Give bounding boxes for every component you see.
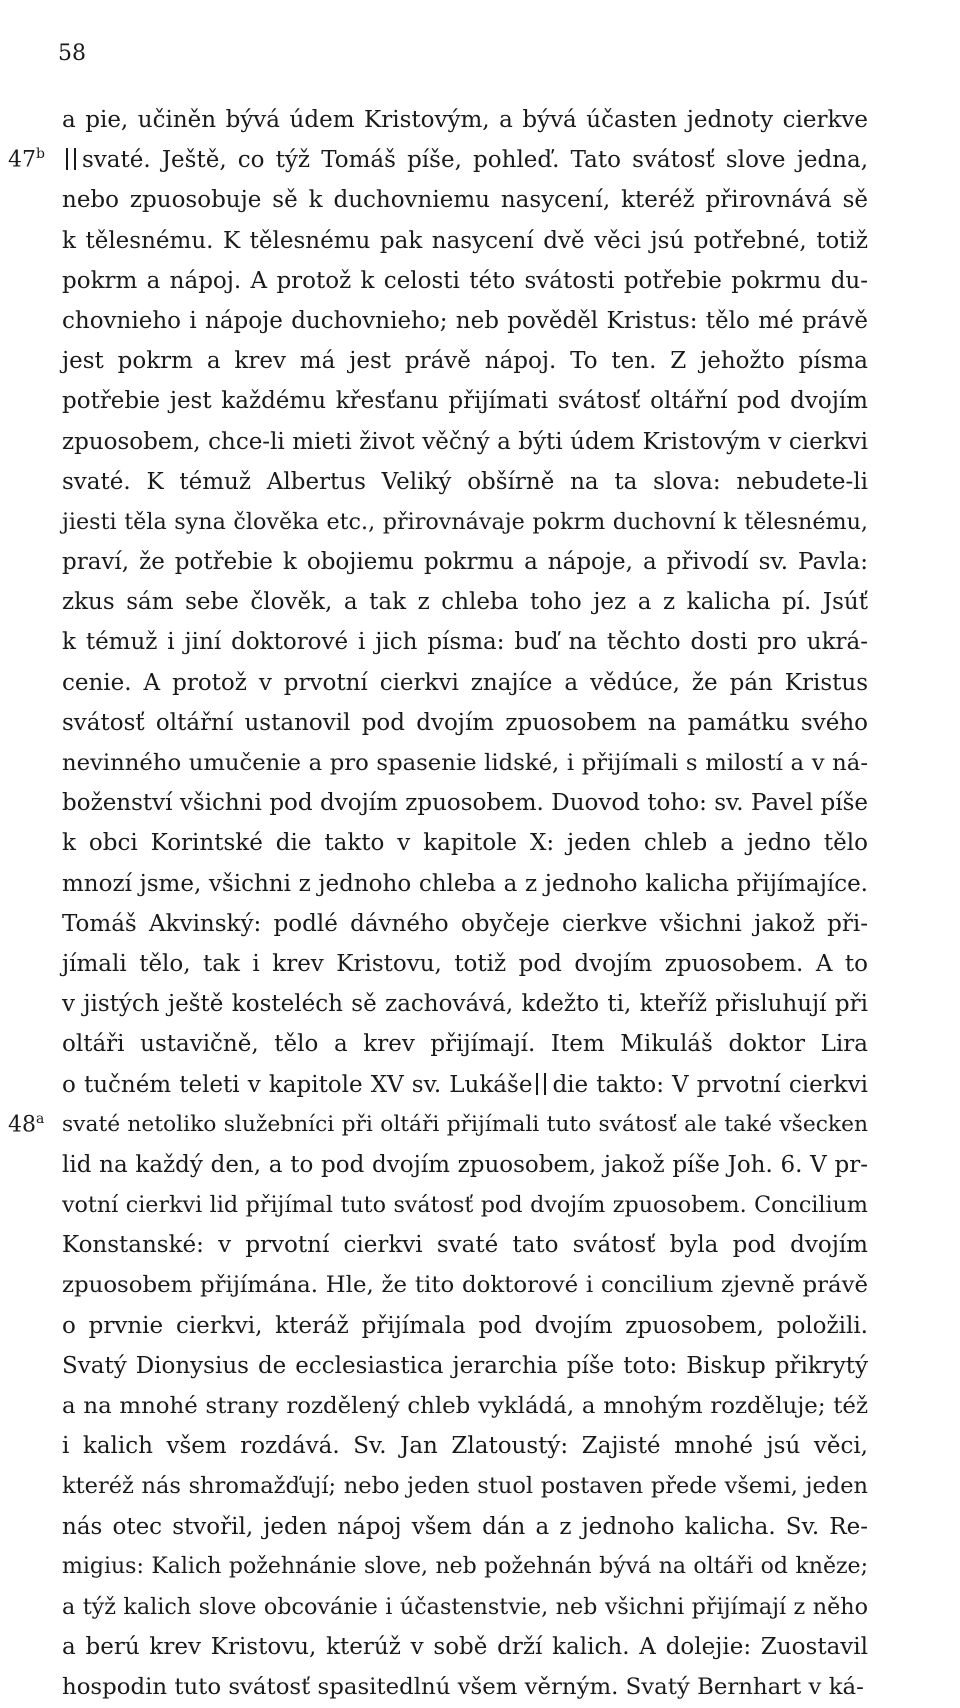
text-line: nás otec stvořil, jeden nápoj všem dán a z jednoho kalicha. Sv. Re- [62, 1513, 868, 1540]
text-line: a berú krev Kristovu, kterúž v sobě drží kalich. A dolejie: Zuostavil [62, 1634, 868, 1661]
text-line: Konstanské: v prvotní cierkvi svaté tato svátosť byla pod dvojím [62, 1232, 868, 1259]
text-line: Svatý Dionysius de ecclesiastica jerarchia píše toto: Biskup přikrytý [62, 1352, 868, 1379]
text-line: k obci Korintské die takto v kapitole X: jeden chleb a jedno tělo [62, 830, 868, 857]
text-line: oltáři ustavičně, tělo a krev přijímají. Item Mikuláš doktor Lira [62, 1031, 868, 1058]
folio-break-marker [66, 148, 76, 170]
text-line: boženství všichni pod dvojím zpuosobem. Duovod toho: sv. Pavel píše [62, 790, 868, 817]
text-line: cenie. A protož v prvotní cierkvi znajíce a vědúce, že pán Kristus [62, 669, 868, 696]
text-line: a na mnohé strany rozdělený chleb vykládá, a mnohým rozděluje; též [62, 1393, 868, 1419]
margin-folio-sup: b [36, 146, 45, 162]
text-line: migius: Kalich požehnánie slove, neb požehnán bývá na oltáři od kněze; [62, 1553, 868, 1579]
margin-folio-48a [8, 1105, 44, 1139]
text-line: svátosť oltářní ustanovil pod dvojím zpuosobem na památku svého [62, 709, 868, 736]
body-text [62, 100, 868, 1708]
margin-folio-47b [8, 140, 45, 174]
text-line: jímali tělo, tak i krev Kristovu, totiž pod dvojím zpuosobem. A to [62, 950, 868, 977]
margin-folio-label: 48 [8, 1112, 36, 1138]
text-line [62, 140, 868, 180]
text-line: chovnieho i nápoje duchovnieho; neb pověděl Kristus: tělo mé právě [62, 307, 868, 334]
text-line: pokrm a nápoj. A protož k celosti této svátosti potřebie pokrmu du- [62, 267, 868, 294]
text-line-content: o tučném teleti v kapitole XV sv. Lukáše [62, 1071, 533, 1098]
text-line: k tělesnému. K tělesnému pak nasycení dvě věci jsú potřebné, totiž [62, 227, 868, 254]
text-line: Tomáš Akvinský: podlé dávného obyčeje cierkve všichni jakož při- [62, 910, 868, 937]
text-line: mnozí jsme, všichni z jednoho chleba a z jednoho kalicha přijímajíce. [62, 870, 868, 897]
text-line [62, 1065, 868, 1105]
text-line: potřebie jest každému křesťanu přijímati svátosť oltářní pod dvojím [62, 388, 868, 415]
text-line: zpuosobem, chce-li mieti život věčný a býti údem Kristovým v cierkvi [62, 428, 868, 455]
text-line: jiesti těla syna člověka etc., přirovnávaje pokrm duchovní k tělesnému, [62, 508, 868, 535]
text-line: nebo zpuosobuje sě k duchovniemu nasycení, kteréž přirovnává sě [62, 187, 868, 214]
text-line: a pie, učiněn bývá údem Kristovým, a bývá účasten jednoty cierkve [62, 107, 868, 133]
text-line: jest pokrm a krev má jest právě nápoj. To ten. Z jehožto písma [62, 348, 868, 375]
text-line: a týž kalich slove obcovánie i účastenstvie, neb všichni přijímají z něho [62, 1593, 868, 1620]
text-line: svaté netoliko služebníci při oltáři přijímali tuto svátosť ale také všecken [62, 1111, 868, 1137]
text-line: kteréž nás shromažďují; nebo jeden stuol postaven přede všemi, jeden [62, 1473, 868, 1500]
text-line: zkus sám sebe člověk, a tak z chleba toho jez a z kalicha pí. Jsúť [62, 589, 868, 616]
margin-folio-sup: a [36, 1111, 45, 1127]
text-line: i kalich všem rozdává. Sv. Jan Zlatoustý: Zajisté mnohé jsú věci, [62, 1433, 868, 1460]
text-line: votní cierkvi lid přijímal tuto svátosť pod dvojím zpuosobem. Concilium [62, 1192, 868, 1219]
folio-break-marker [536, 1073, 546, 1095]
margin-folio-label: 47 [8, 147, 36, 173]
text-line: k témuž i jiní doktorové i jich písma: buď na těchto dosti pro ukrá- [62, 629, 868, 656]
text-line: hospodin tuto svátosť spasitedlnú všem věrným. Svatý Bernhart v ká- [62, 1674, 864, 1701]
text-line: svaté. K témuž Albertus Veliký obšírně na ta slova: nebudete-li [62, 468, 868, 495]
text-line: zpuosobem přijímána. Hle, že tito doktorové i concilium zjevně právě [62, 1272, 868, 1299]
text-line: nevinného umučenie a pro spasenie lidské, i přijímali s milostí a v ná- [62, 750, 868, 776]
text-line-content: die takto: V prvotní cierkvi [552, 1071, 868, 1098]
text-line: praví, že potřebie k obojiemu pokrmu a nápoje, a přivodí sv. Pavla: [62, 549, 868, 576]
text-line: lid na každý den, a to pod dvojím zpuosobem, jakož píše Joh. 6. V pr- [62, 1151, 868, 1178]
text-line: v jistých ještě kosteléch sě zachovává, kdežto ti, kteříž přisluhují při [62, 991, 868, 1018]
text-line-content: svaté. Ještě, co týž Tomáš píše, pohleď. Tato svátosť slove jedna, [82, 147, 868, 174]
page-number: 58 [58, 41, 86, 66]
text-line: o prvnie cierkvi, kteráž přijímala pod dvojím zpuosobem, položili. [62, 1312, 868, 1339]
